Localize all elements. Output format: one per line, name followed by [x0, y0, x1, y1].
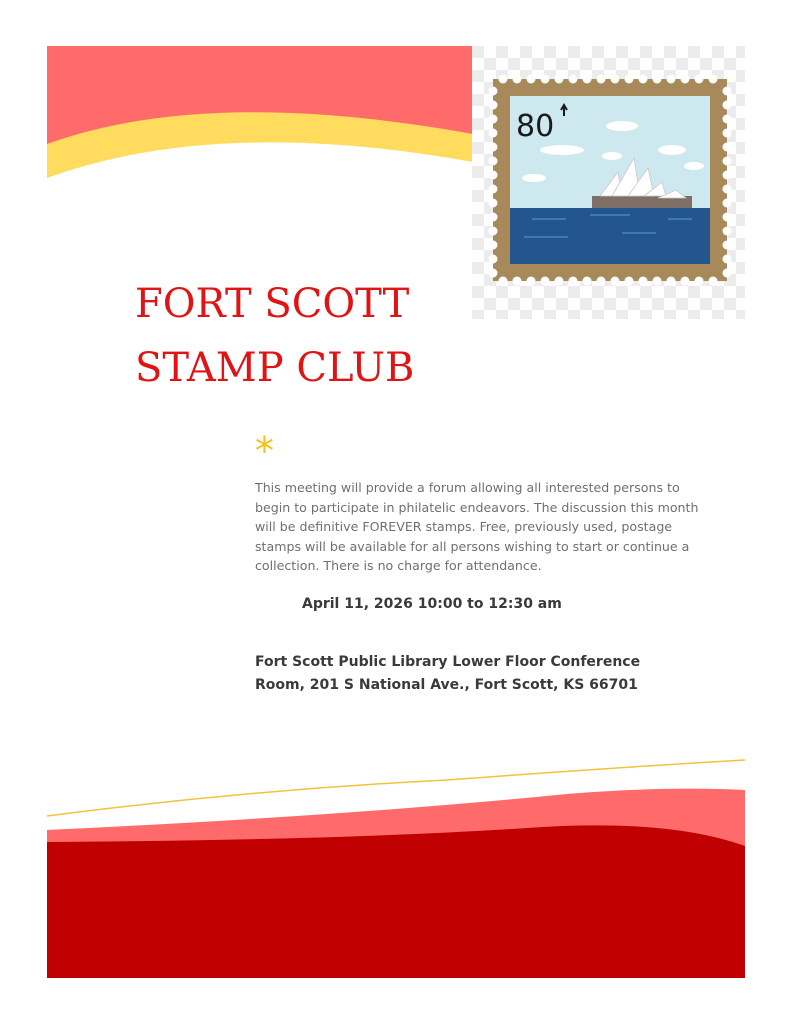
page-title	[135, 272, 414, 400]
stamp-denomination: 80	[516, 109, 555, 144]
meeting-description: This meeting will provide a forum allowing all interested persons to begin to participate in philatelic endeavors. The discussion this month will be definitive FOREVER stamps. Free, previously used, postage stamps will be available for all persons wishing to start or continue a collection. There is no charge for attendance.	[255, 480, 699, 573]
top-wave-banner	[47, 46, 473, 186]
bottom-wave-banner	[47, 754, 745, 978]
event-location: Fort Scott Public Library Lower Floor Conference Room, 201 S National Ave., Fort Scott, KS 66701	[255, 654, 641, 693]
banner-dark-red-wave	[47, 825, 745, 978]
title-line-2: STAMP CLUB	[135, 345, 415, 391]
asterisk-icon: *	[255, 429, 274, 473]
postage-stamp-illustration	[472, 46, 745, 319]
title-line-1: FORT SCOTT	[135, 281, 410, 327]
event-date-time: April 11, 2026 10:00 to 12:30 am	[302, 596, 562, 612]
